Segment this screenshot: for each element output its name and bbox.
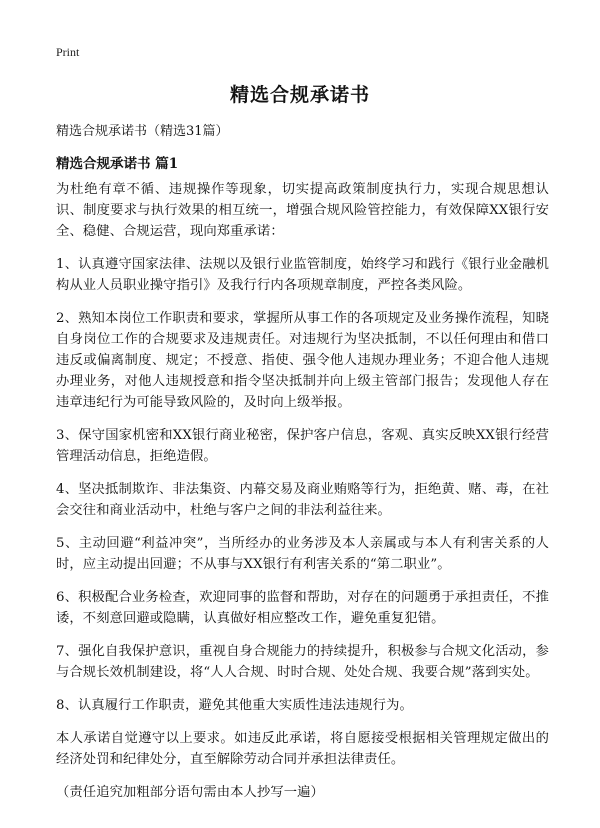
commitment-item-6: 6、积极配合业务检查，欢迎同事的监督和帮助，对存在的问题勇于承担责任，不推诿，不刻意回避或隐瞒，认真做好相应整改工作，避免重复犯错。 <box>56 590 549 626</box>
closing-paragraph: 本人承诺自觉遵守以上要求。如违反此承诺，将自愿接受根据相关管理规定做出的经济处罚和纪律处分，直至解除劳动合同并承担法律责任。 <box>56 731 549 767</box>
page-title: 精选合规承诺书 <box>229 84 370 106</box>
commitment-item-2: 2、熟知本岗位工作职责和要求，掌握所从事工作的各项规定及业务操作流程，知晓自身岗位工作的合规要求及违规责任。对违规行为坚决抵制，不以任何理由和借口违反或偏离制度、规定；不授意、指使、强令他人违规办理业务；不迎合他人违规办理业务，对他人违规授意和指令坚决抵制并向上级主管部门报告；发现他人存在违章违纪行为可能导致风险的，及时向上级举报。 <box>56 311 549 410</box>
commitment-item-1: 1、认真遵守国家法律、法规以及银行业监管制度，始终学习和践行《银行业金融机构从业人员职业操守指引》及我行行内各项规章制度，严控各类风险。 <box>56 257 549 293</box>
commitment-item-3: 3、保守国家机密和XX银行商业秘密，保护客户信息，客观、真实反映XX银行经营管理活动信息，拒绝造假。 <box>56 428 549 464</box>
intro-paragraph: 为杜绝有章不循、违规操作等现象，切实提高政策制度执行力，实现合规思想认识、制度要求与执行效果的相互统一，增强合规风险管控能力，有效保障XX银行安全、稳健、合规运营，现向郑重承诺： <box>56 182 549 239</box>
commitment-item-7: 7、强化自我保护意识，重视自身合规能力的持续提升，积极参与合规文化活动，参与合规长效机制建设，将“人人合规、时时合规、处处合规、我要合规”落到实处。 <box>56 644 549 680</box>
commitment-item-4: 4、坚决抵制欺诈、非法集资、内幕交易及商业贿赂等行为，拒绝黄、赌、毒，在社会交往和商业活动中，杜绝与客户之间的非法利益往来。 <box>56 482 549 518</box>
print-link[interactable]: Print <box>56 45 80 59</box>
footnote: （责任追究加粗部分语句需由本人抄写一遍） <box>56 785 324 800</box>
section-heading: 精选合规承诺书 篇1 <box>56 156 179 172</box>
document-subtitle: 精选合规承诺书（精选31篇） <box>56 124 229 139</box>
commitment-item-8: 8、认真履行工作职责，避免其他重大实质性违法违规行为。 <box>56 698 413 713</box>
commitment-item-5: 5、主动回避“利益冲突”，当所经办的业务涉及本人亲属或与本人有利害关系的人时，应主动提出回避；不从事与XX银行有利害关系的“第二职业”。 <box>56 536 549 572</box>
document-body <box>56 179 549 815</box>
